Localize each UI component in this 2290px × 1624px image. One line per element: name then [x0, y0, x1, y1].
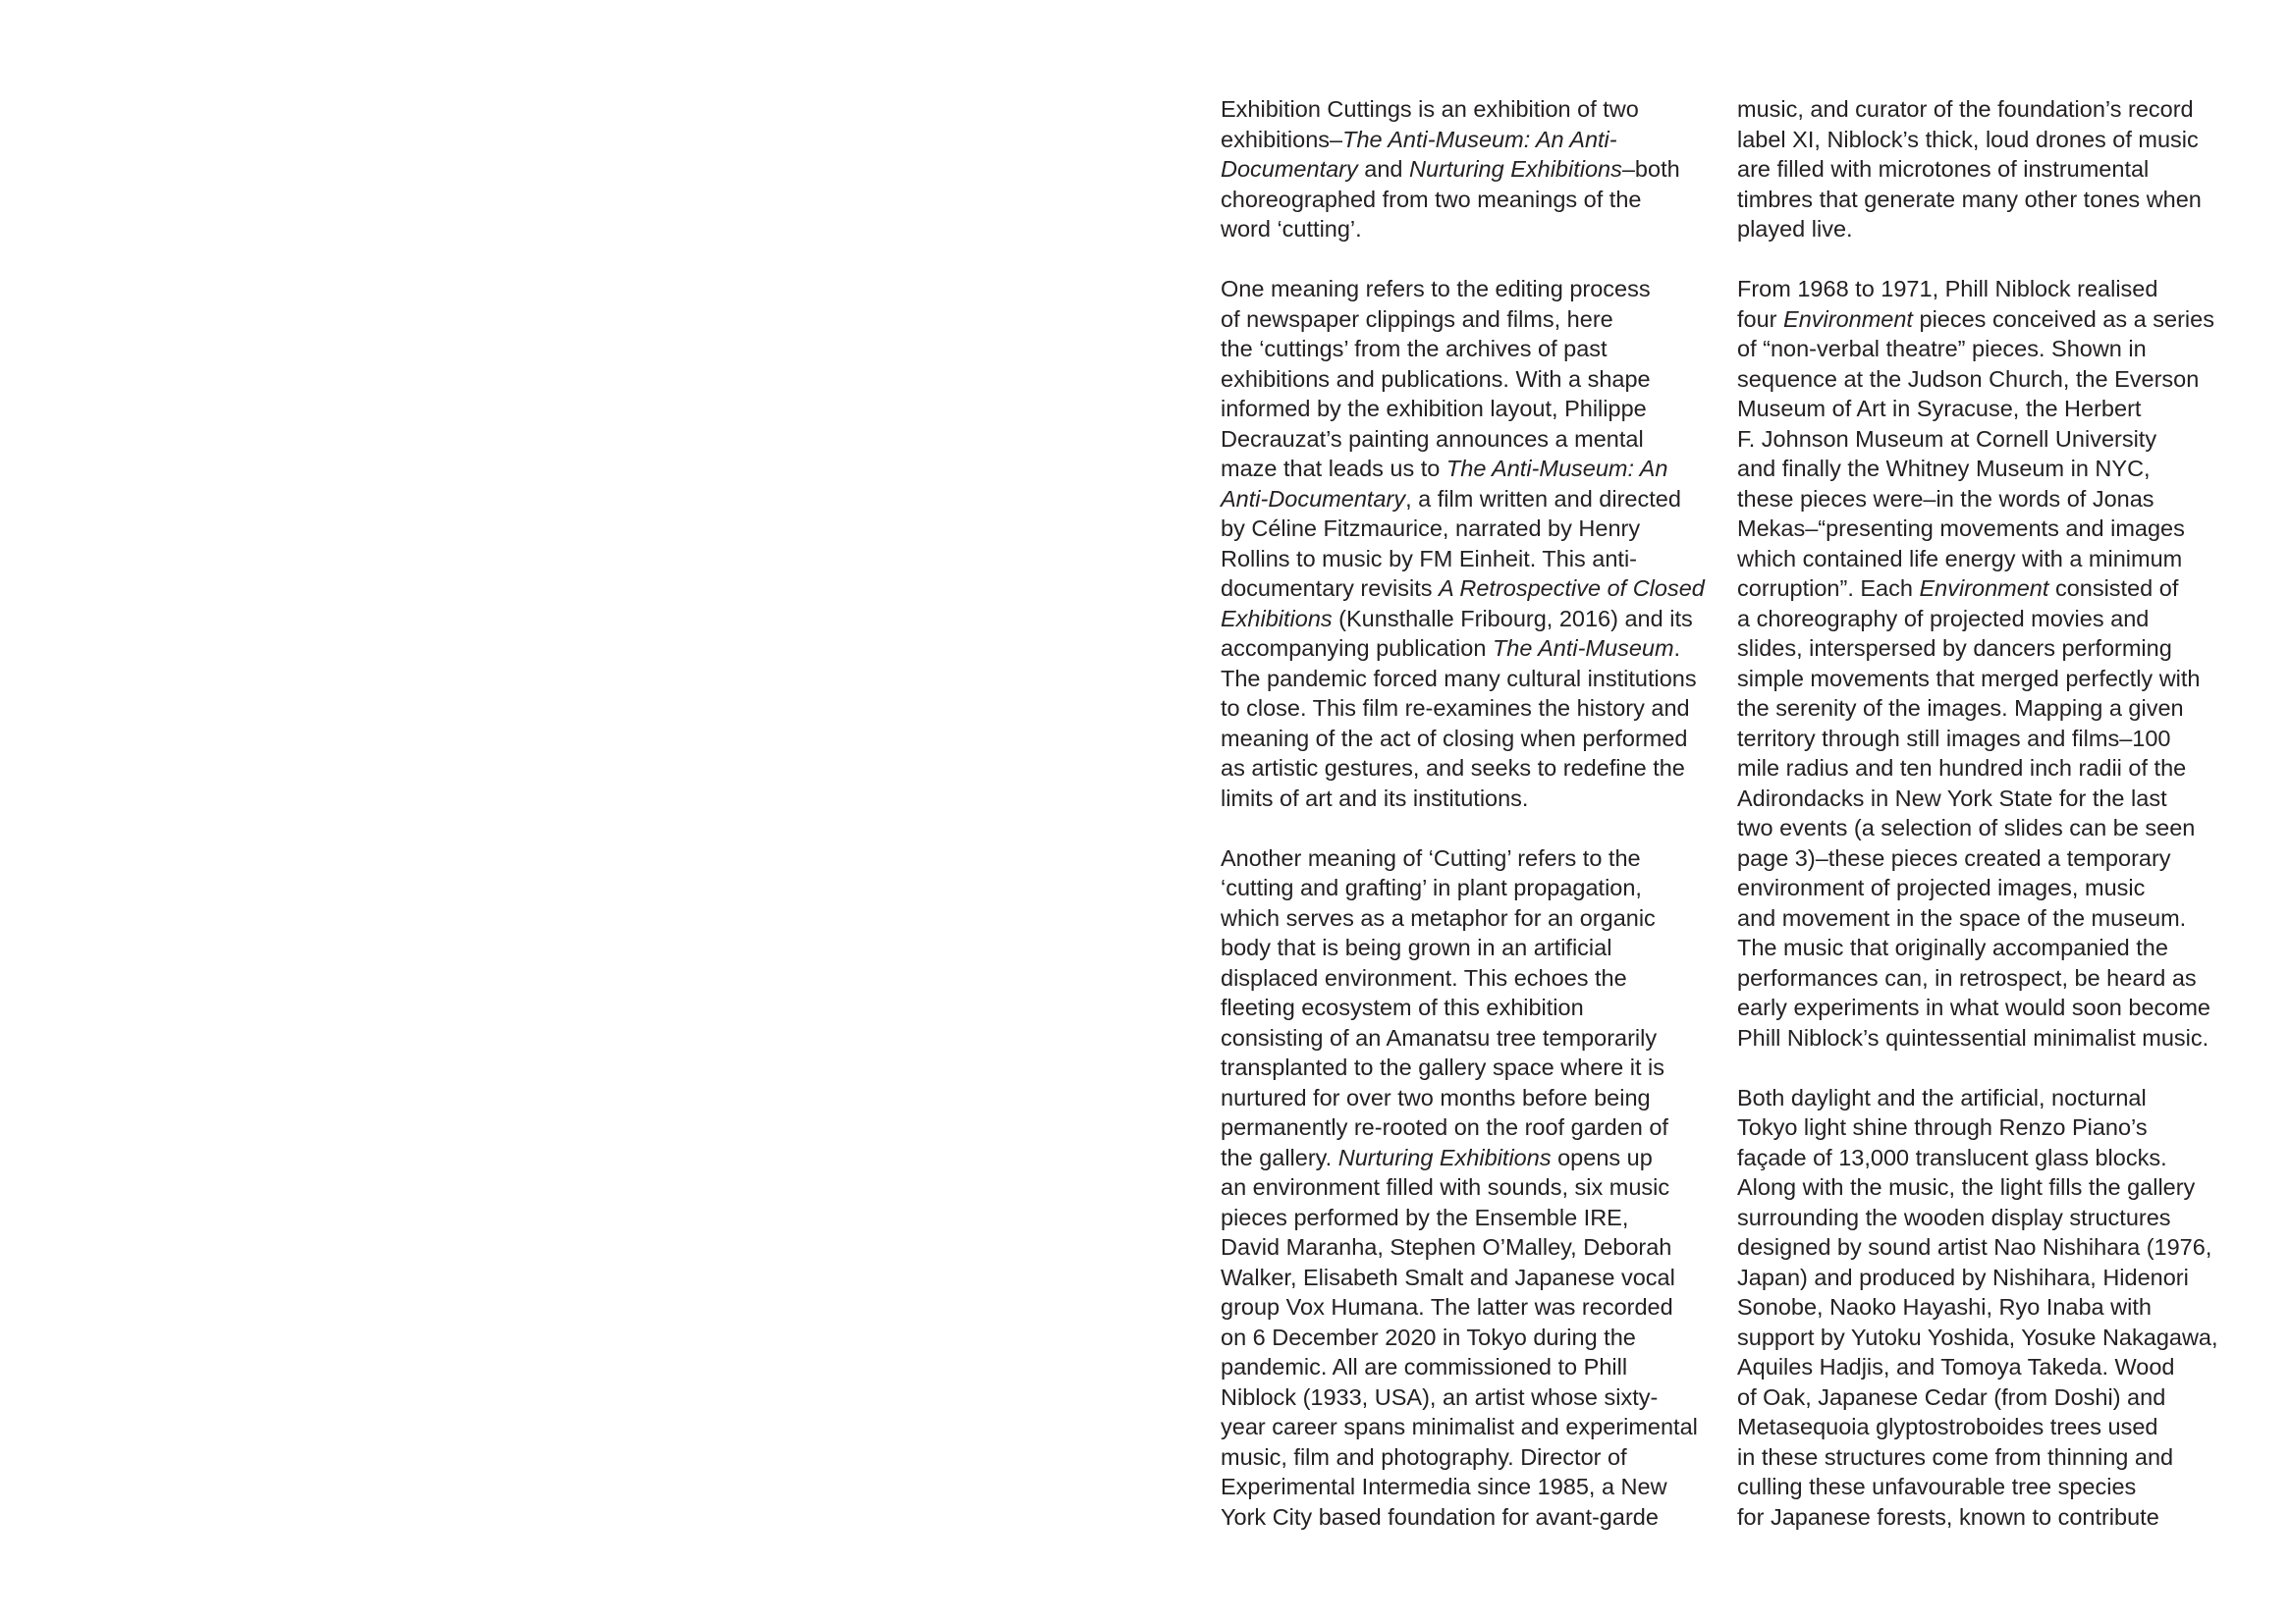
paragraph-environment-pieces: From 1968 to 1971, Phill Niblock realised four Environment pieces conceived as a series of “non-verbal theatre” pieces. Shown in sequence at the Judson Church, the Everson Museum of Art in Syracuse, the Herbert F. Johnson Museum at Cornell University and finally the Whitney Museum in NYC, these pieces were–in the words of Jonas Mekas–“presenting movements and images which contained life energy with a minimum corruption”. Each Environment consisted of a choreography of projected movies and slides, interspersed by dancers performing simple movements that merged perfectly with the serenity of the images. Mapping a given territory through still images and films–100 mile radius and ten hundred inch radii of the Adirondacks in New York State for the last two events (a selection of slides can be seen page 3)–these pieces created a temporary environment of projected images, music and movement in the space of the museum. The music that originally accompanied the performances can, in retrospect, be heard as early experiments in what would soon become Phill Niblock’s quintessential minimalist music. — [1737, 276, 2214, 1051]
paragraph-tokyo-light: Both daylight and the artificial, nocturnal Tokyo light shine through Renzo Piano’s façade of 13,000 translucent glass blocks. Along with the music, the light fills the gallery surrounding the wooden display structures designed by sound artist Nao Nishihara (1976, Japan) and produced by Nishihara, Hidenori Sonobe, Naoko Hayashi, Ryo Inaba with support by Yutoku Yoshida, Yosuke Nakagawa, Aquiles Hadjis, and Tomoya Takeda. Wood of Oak, Japanese Cedar (from Doshi) and Metasequoia glyptostroboides trees used in these structures come from thinning and culling these unfavourable tree species for Japanese forests, known to contribute — [1737, 1084, 2218, 1530]
paragraph-niblock-music: music, and curator of the foundation’s record label XI, Niblock’s thick, loud drones of music are filled with microtones of instrumental timbres that generate many other tones when played live. — [1737, 96, 2202, 242]
paragraph-first-meaning: One meaning refers to the editing process of newspaper clippings and films, here the ‘cuttings’ from the archives of past exhibitions and publications. With a shape informed by the exhibition layout, Philippe Decrauzat’s painting announces a mental maze that leads us to The Anti-Museum: An Anti-Documentary, a film written and directed by Céline Fitzmaurice, narrated by Henry Rollins to music by FM Einheit. This anti- documentary revisits A Retrospective of Closed Exhibitions (Kunsthalle Fribourg, 2016) and its accompanying publication The Anti-Museum. The pandemic forced many cultural institutions to close. This film re-examines the history and meaning of the act of closing when performed as artistic gestures, and seeks to redefine the limits of art and its institutions. — [1221, 276, 1705, 811]
paragraph-second-meaning: Another meaning of ‘Cutting’ refers to the ‘cutting and grafting’ in plant propagation, which serves as a metaphor for an organic body that is being grown in an artificial displaced environment. This echoes the fleeting ecosystem of this exhibition consisting of an Amanatsu tree temporarily transplanted to the gallery space where it is nurtured for over two months before being permanently re-rooted on the roof garden of the gallery. Nurturing Exhibitions opens up an environment filled with sounds, six music pieces performed by the Ensemble IRE, David Maranha, Stephen O’Malley, Deborah Walker, Elisabeth Smalt and Japanese vocal group Vox Humana. The latter was recorded on 6 December 2020 in Tokyo during the pandemic. All are commissioned to Phill Niblock (1933, USA), an artist whose sixty- year career spans minimalist and experimental music, film and photography. Director of Experimental Intermedia since 1985, a New York City based foundation for avant-garde — [1221, 844, 1698, 1530]
paragraph-intro: Exhibition Cuttings is an exhibition of two exhibitions–The Anti-Museum: An Anti- Documentary and Nurturing Exhibitions–both choreographed from two meanings of the word ‘cutting’. — [1221, 96, 1680, 242]
text-column-right — [1737, 94, 2272, 1532]
text-column-left — [1221, 94, 1756, 1532]
